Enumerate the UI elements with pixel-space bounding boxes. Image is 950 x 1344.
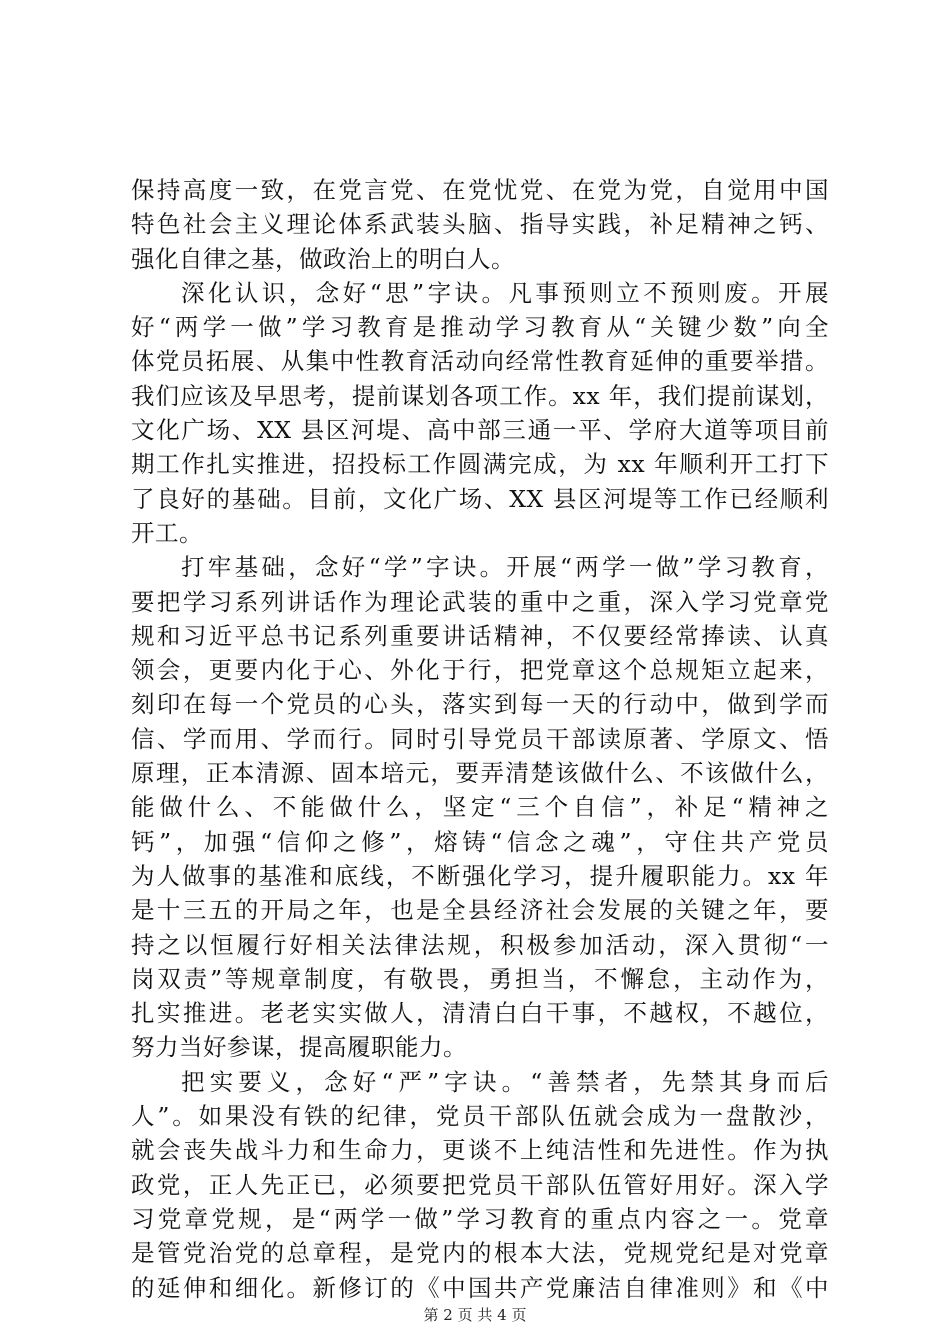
page-footer: 第 2 页 共 4 页 bbox=[423, 1306, 527, 1324]
text-line: 政党，正人先正已，必须要把党员干部队伍管好用好。深入学 bbox=[131, 1170, 829, 1199]
text-line: 把实要义，念好“严”字诀。“善禁者，先禁其身而后 bbox=[181, 1067, 829, 1096]
text-line: 钙”，加强“信仰之修”，熔铸“信念之魂”，守住共产党员 bbox=[131, 827, 829, 856]
text-line: 深化认识，念好“思”字诀。凡事预则立不预则废。开展 bbox=[181, 278, 829, 307]
paragraph bbox=[131, 1065, 829, 1305]
paragraph bbox=[131, 276, 829, 550]
text-line: 持之以恒履行好相关法律法规，积极参加活动，深入贯彻“一 bbox=[131, 930, 829, 959]
text-line: 努力当好参谋，提高履职能力。 bbox=[131, 1033, 467, 1062]
text-line: 能做什么、不能做什么，坚定“三个自信”，补足“精神之 bbox=[131, 793, 829, 822]
text-line: 体党员拓展、从集中性教育活动向经常性教育延伸的重要举措。 bbox=[131, 347, 829, 376]
text-line: 扎实推进。老老实实做人，清清白白干事，不越权，不越位， bbox=[131, 999, 829, 1028]
text-line: 打牢基础，念好“学”字诀。开展“两学一做”学习教育， bbox=[181, 553, 829, 582]
document-body bbox=[131, 173, 829, 1305]
text-line: 是管党治党的总章程，是党内的根本大法，党规党纪是对党章 bbox=[131, 1239, 829, 1268]
text-line: 强化自律之基，做政治上的明白人。 bbox=[131, 244, 515, 273]
text-line: 文化广场、XX 县区河堤、高中部三通一平、学府大道等项目前 bbox=[131, 416, 829, 445]
text-line: 为人做事的基准和底线，不断强化学习，提升履职能力。xx 年 bbox=[131, 861, 829, 890]
text-line: 我们应该及早思考，提前谋划各项工作。xx 年，我们提前谋划， bbox=[131, 381, 829, 410]
paragraph bbox=[131, 173, 829, 276]
text-line: 就会丧失战斗力和生命力，更谈不上纯洁性和先进性。作为执 bbox=[131, 1136, 829, 1165]
paragraph bbox=[131, 550, 829, 1064]
text-line: 的延伸和细化。新修订的《中国共产党廉洁自律准则》和《中 bbox=[131, 1273, 829, 1302]
text-line: 了良好的基础。目前，文化广场、XX 县区河堤等工作已经顺利 bbox=[131, 484, 829, 513]
text-line: 要把学习系列讲话作为理论武装的重中之重，深入学习党章党 bbox=[131, 587, 829, 616]
text-line: 保持高度一致，在党言党、在党忧党、在党为党，自觉用中国 bbox=[131, 176, 829, 204]
text-line: 期工作扎实推进，招投标工作圆满完成，为 xx 年顺利开工打下 bbox=[131, 450, 829, 479]
text-line: 开工。 bbox=[131, 518, 203, 547]
text-line: 好“两学一做”学习教育是推动学习教育从“关键少数”向全 bbox=[131, 313, 829, 342]
text-line: 习党章党规，是“两学一做”学习教育的重点内容之一。党章 bbox=[131, 1204, 829, 1233]
text-line: 原理，正本清源、固本培元，要弄清楚该做什么、不该做什么， bbox=[131, 759, 829, 788]
text-line: 信、学而用、学而行。同时引导党员干部读原著、学原文、悟 bbox=[131, 724, 829, 753]
text-line: 人”。如果没有铁的纪律，党员干部队伍就会成为一盘散沙， bbox=[131, 1102, 829, 1131]
text-line: 规和习近平总书记系列重要讲话精神，不仅要经常捧读、认真 bbox=[131, 621, 829, 650]
text-line: 是十三五的开局之年，也是全县经济社会发展的关键之年，要 bbox=[131, 896, 829, 925]
text-line: 特色社会主义理论体系武装头脑、指导实践，补足精神之钙、 bbox=[131, 210, 829, 239]
text-line: 岗双责”等规章制度，有敬畏，勇担当，不懈怠，主动作为， bbox=[131, 964, 829, 993]
text-line: 领会，更要内化于心、外化于行，把党章这个总规矩立起来， bbox=[131, 656, 829, 685]
text-line: 刻印在每一个党员的心头，落实到每一天的行动中，做到学而 bbox=[131, 690, 829, 719]
